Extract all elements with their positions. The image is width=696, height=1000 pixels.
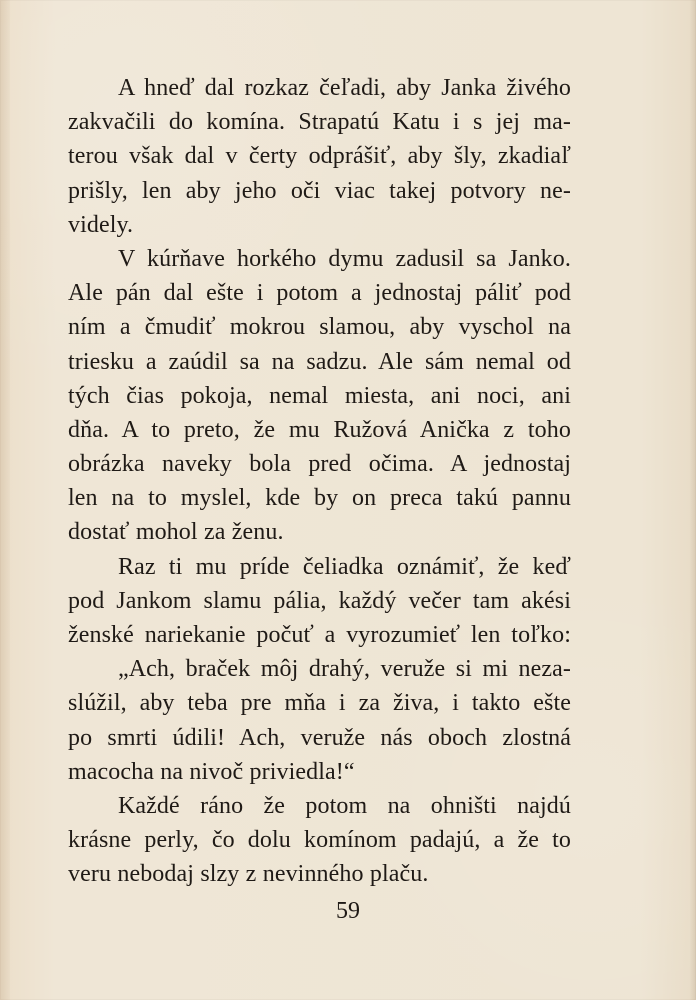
text-line-11: dňa. A to preto, že mu Ružová Anička z toho — [68, 416, 571, 443]
text-line-14: dostať mohol za ženu. — [68, 519, 284, 546]
text-line-9: triesku a zaúdil sa na sadzu. Ale sám nemal od — [68, 348, 571, 375]
text-line-5: videly. — [68, 211, 134, 238]
text-line-7: Ale pán dal ešte i potom a jednostaj páliť pod — [68, 280, 571, 307]
text-line-18: „Ach, braček môj drahý, veruže si mi neza- — [118, 656, 571, 683]
text-line-3: terou však dal v čerty odprášiť, aby šly, zkadiaľ — [68, 143, 571, 170]
text-line-15: Raz ti mu príde čeliadka oznámiť, že keď — [118, 553, 571, 580]
text-line-23: krásne perly, čo dolu komínom padajú, a že to — [68, 827, 571, 854]
page-number: 59 — [336, 898, 360, 924]
text-line-16: pod Jankom slamu pália, každý večer tam akési — [68, 587, 571, 614]
text-line-22: Každé ráno že potom na ohništi najdú — [118, 792, 571, 819]
text-line-12: obrázka naveky bola pred očima. A jednostaj — [68, 451, 571, 478]
page-right-edge — [690, 0, 696, 1000]
text-line-24: veru nebodaj slzy z nevinného plaču. — [68, 861, 429, 888]
text-line-2: zakvačili do komína. Strapatú Katu i s jej ma- — [68, 109, 571, 136]
text-line-13: len na to myslel, kde by on preca takú pannu — [68, 485, 571, 512]
text-line-6: V kúrňave horkého dymu zadusil sa Janko. — [118, 245, 571, 272]
page-text-block — [68, 71, 571, 892]
text-line-10: tých čias pokoja, nemal miesta, ani noci, ani — [68, 382, 571, 409]
page-left-edge — [0, 0, 10, 1000]
text-line-19: slúžil, aby teba pre mňa i za živa, i takto ešte — [68, 690, 571, 717]
text-line-1: A hneď dal rozkaz čeľadi, aby Janka živého — [118, 75, 571, 101]
text-line-21: macocha na nivoč priviedla!“ — [68, 758, 355, 785]
text-line-8: ním a čmudiť mokrou slamou, aby vyschol na — [68, 314, 571, 341]
text-line-20: po smrti údili! Ach, veruže nás oboch zlostná — [68, 724, 571, 751]
text-line-17: ženské nariekanie počuť a vyrozumieť len toľko: — [68, 622, 571, 648]
text-line-4: prišly, len aby jeho oči viac takej potvory ne- — [68, 177, 571, 204]
